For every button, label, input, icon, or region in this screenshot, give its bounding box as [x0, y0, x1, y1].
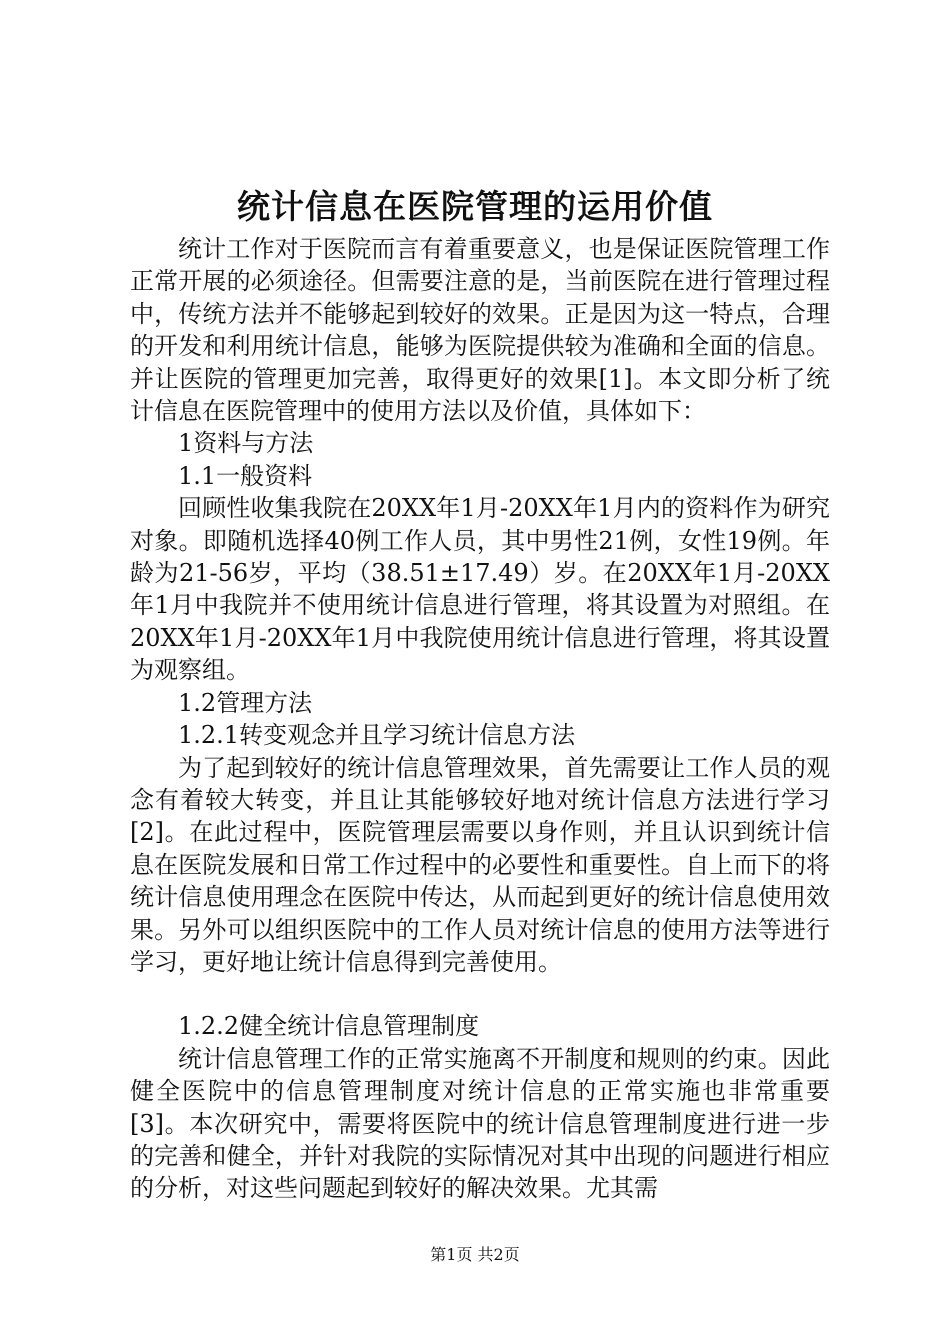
page-footer: 第1页 共2页	[430, 1245, 520, 1264]
document-title: 统计信息在医院管理的运用价值	[237, 187, 713, 226]
paragraph-general-data: 回顾性收集我院在20XX年1月-20XX年1月内的资料作为研究对象。即随机选择40例工作人员，其中男性21例，女性19例。年龄为21-56岁，平均（38.51±17.49）岁。在20XX年1月-20XX年1月中我院并不使用统计信息进行管理，将其设置为对照组。在20XX年1月-20XX年1月中我院使用统计信息进行管理，将其设置为观察组。	[130, 494, 830, 685]
paragraph-intro: 统计工作对于医院而言有着重要意义，也是保证医院管理工作正常开展的必须途径。但需要注意的是，当前医院在进行管理过程中，传统方法并不能够起到较好的效果。正是因为这一特点，合理的开发和利用统计信息，能够为医院提供较为准确和全面的信息。并让医院的管理更加完善，取得更好的效果[1]。本文即分析了统计信息在医院管理中的使用方法以及价值，具体如下：	[130, 235, 830, 426]
section-heading-1: 1资料与方法	[178, 429, 314, 458]
paragraph-management-system: 统计信息管理工作的正常实施离不开制度和规则的约束。因此健全医院中的信息管理制度对统计信息的正常实施也非常重要[3]。本次研究中，需要将医院中的统计信息管理制度进行进一步的完善和健全，并针对我院的实际情况对其中出现的问题进行相应的分析，对这些问题起到较好的解决效果。尤其需	[130, 1044, 830, 1203]
document-body	[130, 233, 830, 1205]
section-heading-1-2: 1.2管理方法	[178, 688, 313, 717]
section-heading-1-1: 1.1一般资料	[178, 461, 313, 490]
section-heading-1-2-1: 1.2.1转变观念并且学习统计信息方法	[178, 721, 576, 750]
section-heading-1-2-2: 1.2.2健全统计信息管理制度	[178, 1012, 480, 1041]
paragraph-spacer	[130, 978, 830, 1010]
paragraph-learning-methods: 为了起到较好的统计信息管理效果，首先需要让工作人员的观念有着较大转变，并且让其能够较好地对统计信息方法进行学习[2]。在此过程中，医院管理层需要以身作则，并且认识到统计信息在医院发展和日常工作过程中的必要性和重要性。自上而下的将统计信息使用理念在医院中传达，从而起到更好的统计信息使用效果。另外可以组织医院中的工作人员对统计信息的使用方法等进行学习，更好地让统计信息得到完善使用。	[130, 753, 830, 976]
